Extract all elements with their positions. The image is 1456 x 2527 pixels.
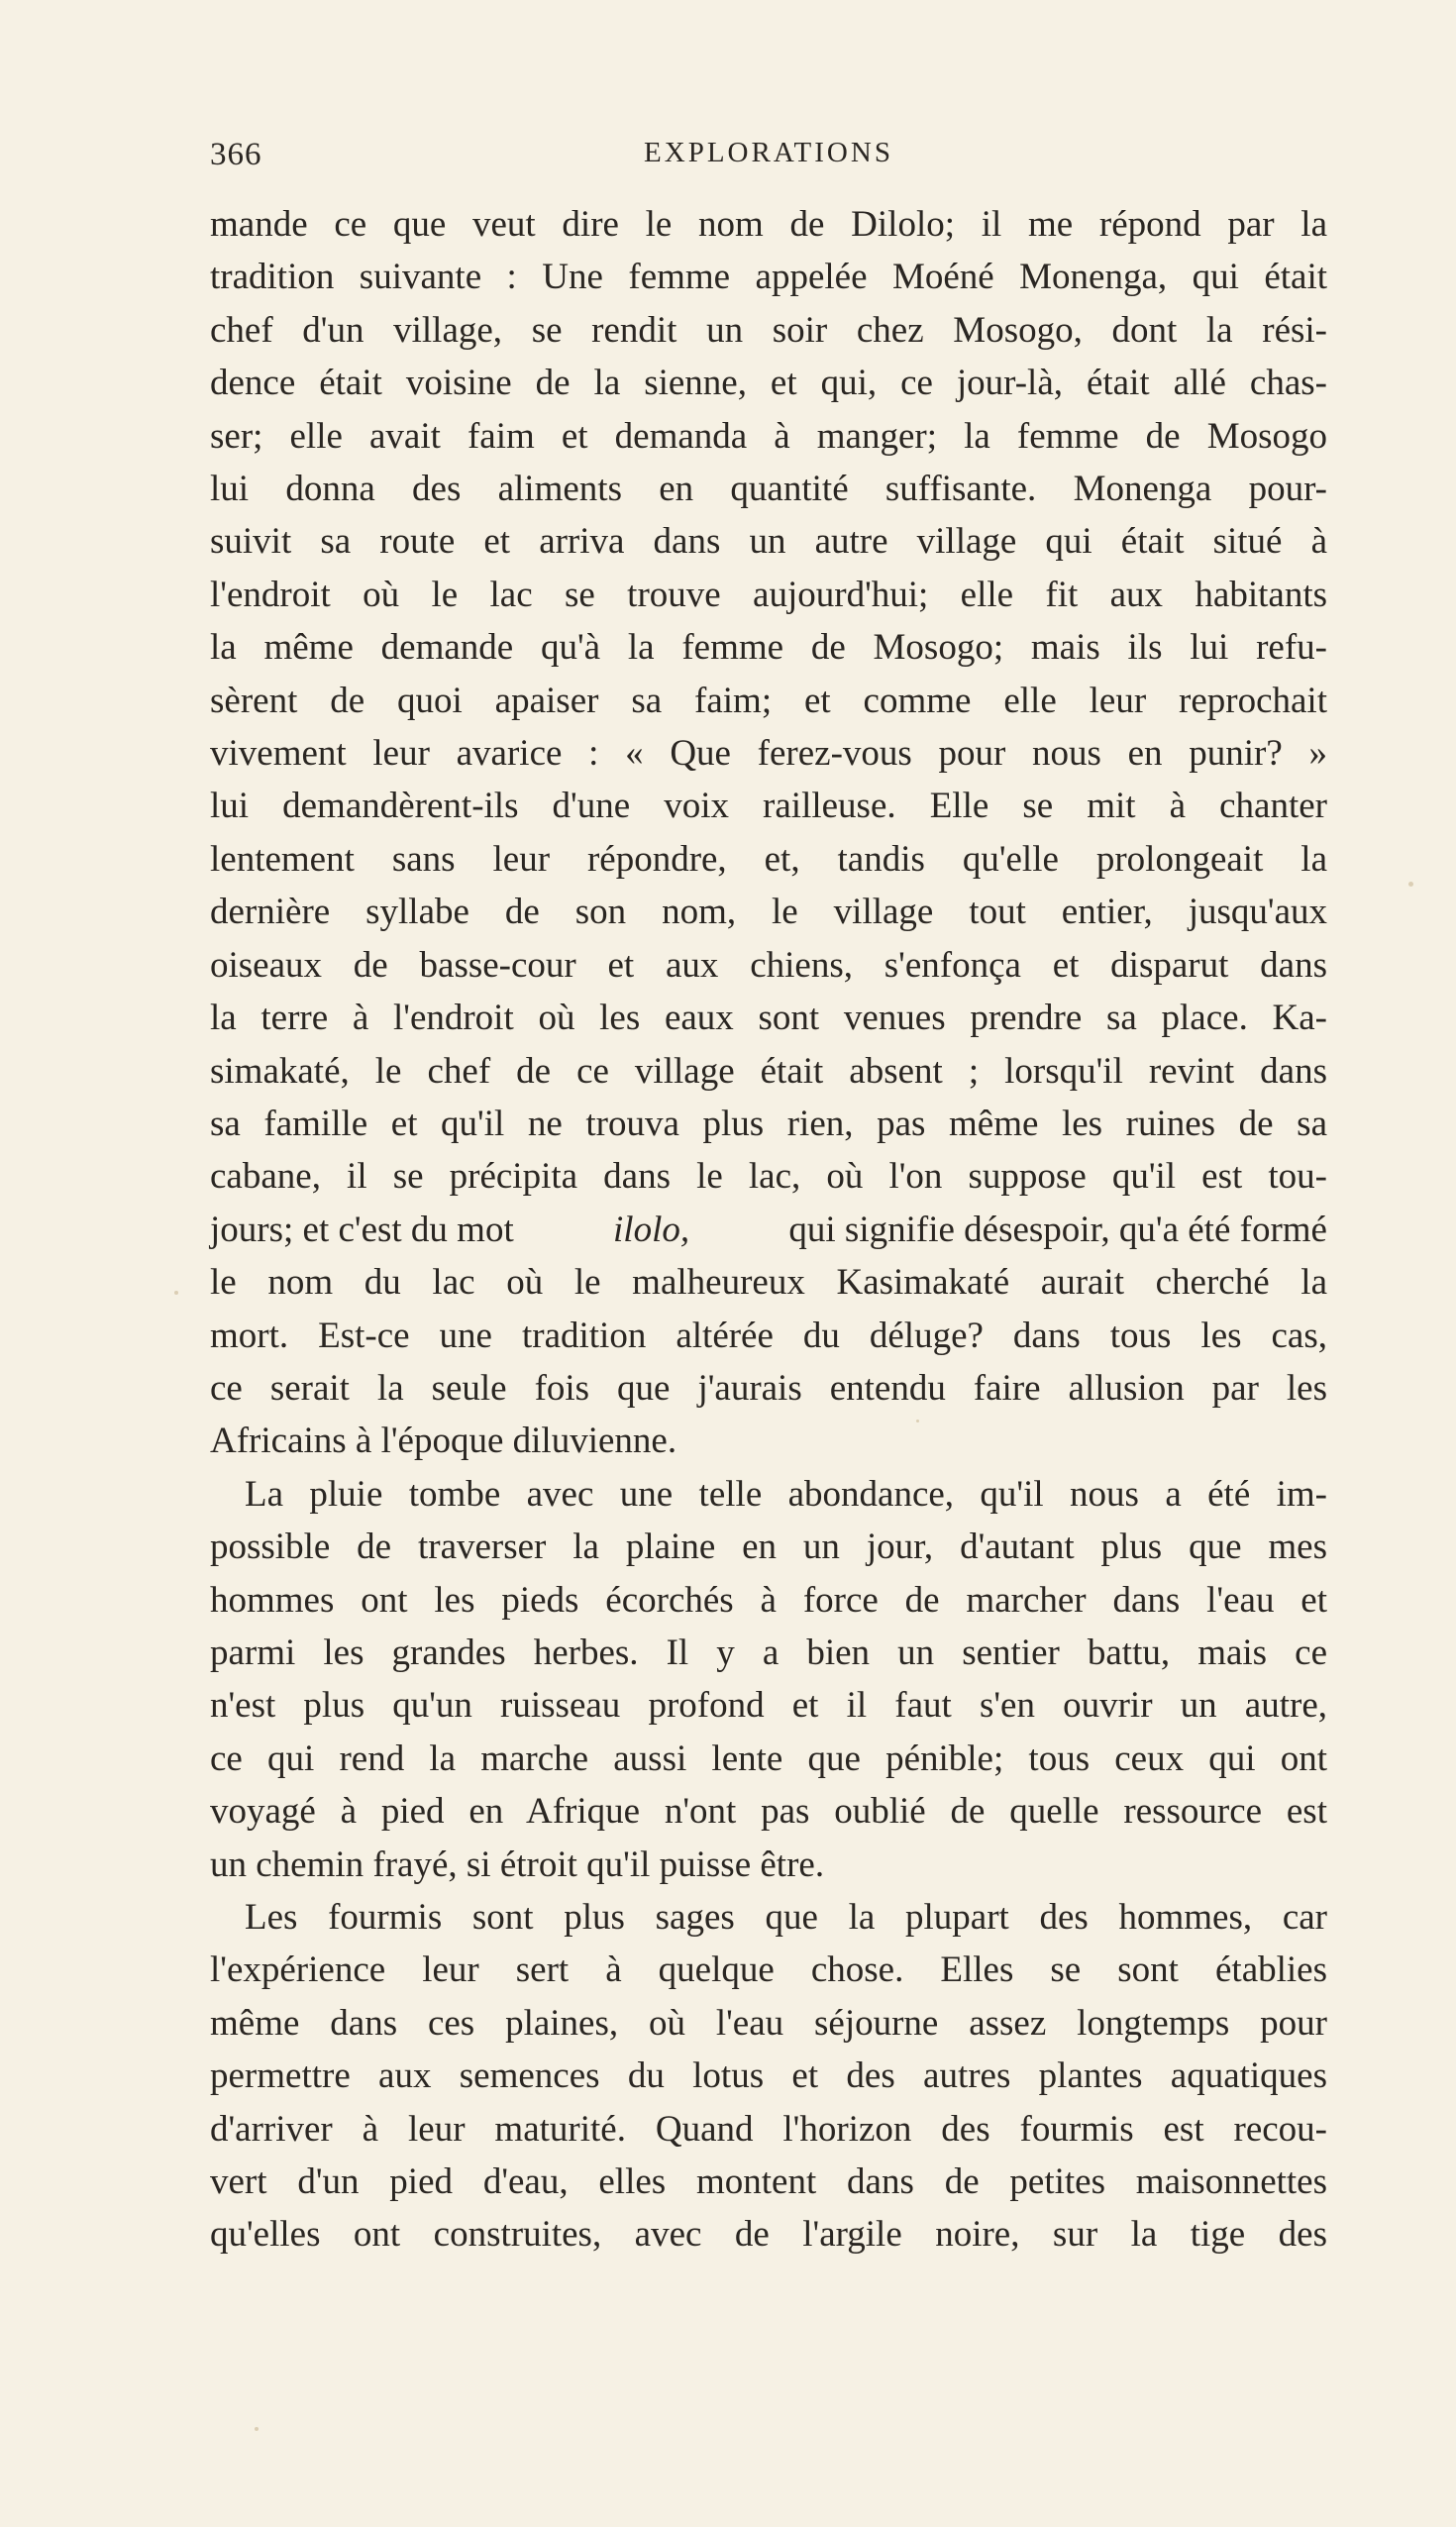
- text-line: simakaté, le chef de ce village était absent ; lorsqu'il revint dans: [210, 1050, 1327, 1092]
- text-segment: qui signifie désespoir, qu'a été formé: [780, 1209, 1327, 1250]
- text-line: chef d'un village, se rendit un soir chez Mosogo, dont la rési-: [210, 309, 1327, 351]
- text-line: parmi les grandes herbes. Il y a bien un sentier battu, mais ce: [210, 1632, 1327, 1673]
- text-line: ce serait la seule fois que j'aurais entendu faire allusion par les: [210, 1367, 1327, 1409]
- text-line: Africains à l'époque diluvienne.: [210, 1421, 677, 1462]
- text-line: lui demandèrent-ils d'une voix railleuse. Elle se mit à chanter: [210, 786, 1327, 827]
- text-line: un chemin frayé, si étroit qu'il puisse être.: [210, 1843, 825, 1885]
- italic-word: ilolo,: [613, 1209, 690, 1250]
- running-head: [210, 137, 1327, 186]
- text-line: la même demande qu'à la femme de Mosogo; mais ils lui refu-: [210, 627, 1327, 669]
- paper-speck: [916, 1420, 919, 1422]
- text-line: tradition suivante : Une femme appelée Moéné Monenga, qui était: [210, 257, 1327, 298]
- text-segment: jours; et c'est du mot: [210, 1209, 523, 1250]
- text-line: le nom du lac où le malheureux Kasimakaté aurait cherché la: [210, 1262, 1327, 1304]
- text-line: mort. Est-ce une tradition altérée du déluge? dans tous les cas,: [210, 1315, 1327, 1356]
- paragraph-dilolo-legend: [210, 198, 1327, 1468]
- text-line: lui donna des aliments en quantité suffisante. Monenga pour-: [210, 469, 1327, 510]
- text-line: lentement sans leur répondre, et, tandis qu'elle prolongeait la: [210, 838, 1327, 880]
- text-line: sa famille et qu'il ne trouva plus rien, pas même les ruines de sa: [210, 1103, 1327, 1144]
- text-line: la terre à l'endroit où les eaux sont venues prendre sa place. Ka-: [210, 998, 1327, 1039]
- text-line: permettre aux semences du lotus et des autres plantes aquatiques: [210, 2055, 1327, 2097]
- paragraph-ants: [210, 1891, 1327, 2262]
- paper-speck: [174, 1291, 178, 1295]
- text-line: mande ce que veut dire le nom de Dilolo; il me répond par la: [210, 204, 1327, 245]
- text-line: ce qui rend la marche aussi lente que pénible; tous ceux qui ont: [210, 1737, 1327, 1779]
- text-line: dernière syllabe de son nom, le village tout entier, jusqu'aux: [210, 892, 1327, 933]
- text-line: cabane, il se précipita dans le lac, où l'on suppose qu'il est tou-: [210, 1156, 1327, 1198]
- text-line: vivement leur avarice : « Que ferez-vous pour nous en punir? »: [210, 733, 1327, 775]
- text-line: La pluie tombe avec une telle abondance, qu'il nous a été im-: [245, 1473, 1327, 1515]
- text-line: Les fourmis sont plus sages que la plupart des hommes, car: [245, 1897, 1327, 1938]
- page-number: 366: [210, 137, 262, 172]
- paper-speck: [255, 2427, 259, 2431]
- running-title: EXPLORATIONS: [644, 137, 893, 168]
- text-line: n'est plus qu'un ruisseau profond et il faut s'en ouvrir un autre,: [210, 1685, 1327, 1727]
- text-line: d'arriver à leur maturité. Quand l'horizon des fourmis est recou-: [210, 2108, 1327, 2150]
- text-line: dence était voisine de la sienne, et qui, ce jour-là, était allé chas-: [210, 363, 1327, 404]
- text-line: ser; elle avait faim et demanda à manger; la femme de Mosogo: [210, 415, 1327, 457]
- text-line: vert d'un pied d'eau, elles montent dans de petites maisonnettes: [210, 2161, 1327, 2203]
- text-line: l'endroit où le lac se trouve aujourd'hui; elle fit aux habitants: [210, 574, 1327, 615]
- text-line: hommes ont les pieds écorchés à force de marcher dans l'eau et: [210, 1579, 1327, 1621]
- text-line: suivit sa route et arriva dans un autre village qui était situé à: [210, 521, 1327, 563]
- text-line-with-italic: [210, 1204, 1327, 1256]
- text-line: sèrent de quoi apaiser sa faim; et comme elle leur reprochait: [210, 680, 1327, 721]
- paragraph-rain: [210, 1468, 1327, 1891]
- paper-speck: [1408, 882, 1413, 887]
- text-line: oiseaux de basse-cour et aux chiens, s'enfonça et disparut dans: [210, 944, 1327, 986]
- body-text: [210, 198, 1327, 2262]
- text-line: qu'elles ont construites, avec de l'argile noire, sur la tige des: [210, 2214, 1327, 2256]
- text-line: voyagé à pied en Afrique n'ont pas oublié de quelle ressource est: [210, 1791, 1327, 1833]
- text-line: l'expérience leur sert à quelque chose. Elles se sont établies: [210, 1949, 1327, 1991]
- text-line: même dans ces plaines, où l'eau séjourne assez longtemps pour: [210, 2002, 1327, 2044]
- text-line: possible de traverser la plaine en un jour, d'autant plus que mes: [210, 1527, 1327, 1568]
